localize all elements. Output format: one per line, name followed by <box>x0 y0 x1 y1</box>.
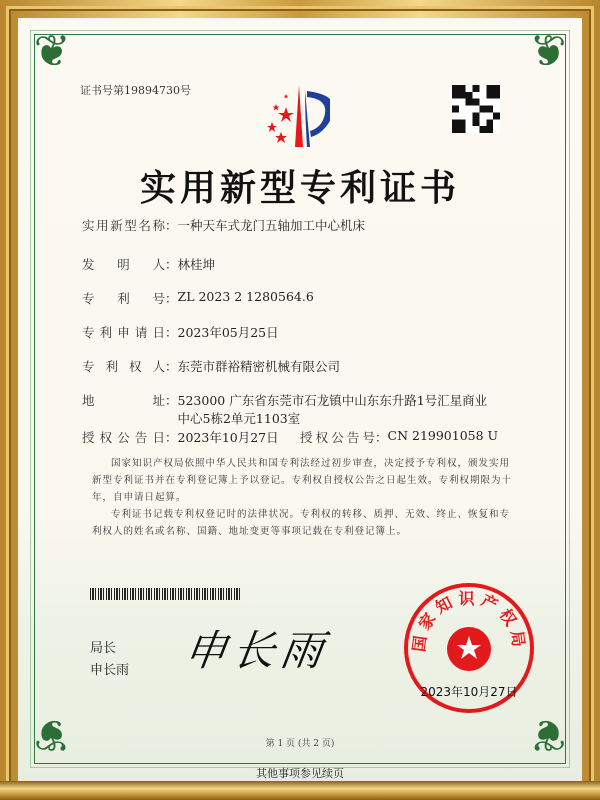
address-line-1: 523000 广东省东莞市石龙镇中山东东升路1号汇星商业 <box>177 393 488 408</box>
barcode <box>90 588 240 600</box>
official-seal <box>404 583 534 713</box>
separator: ： <box>375 430 388 445</box>
field-announcement-number <box>300 428 498 446</box>
field-value: 林桂坤 <box>177 257 216 272</box>
signatory-title: 局长 <box>90 641 117 656</box>
gold-frame-bottom <box>0 781 600 800</box>
field-label: 实用新型名称 <box>82 218 165 233</box>
field-value <box>178 391 488 427</box>
field-label: 专利号 <box>82 291 165 306</box>
field-label: 发明人 <box>82 257 165 272</box>
ornament-icon: ❦ <box>529 709 567 760</box>
field-label: 授权公告号 <box>300 430 375 445</box>
field-patentee <box>82 357 340 375</box>
field-value: 东莞市群裕精密机械有限公司 <box>177 359 341 374</box>
legal-status-statement: 专利证书记载专利权登记时的法律状况。专利权的转移、质押、无效、终止、恢复和专利权人的姓名或名称、国籍、地址变更等事项记载在专利登记簿上。 <box>92 509 511 537</box>
certificate-number: 证书号第19894730号 <box>80 84 191 97</box>
field-value: CN 219901058 U <box>387 428 499 443</box>
field-value: ZL 2023 2 1280564.6 <box>177 289 314 304</box>
ornament-icon: ❦ <box>33 709 71 760</box>
separator: ： <box>165 393 178 408</box>
field-value: 一种天车式龙门五轴加工中心机床 <box>177 218 366 233</box>
field-utility-model-name <box>82 216 365 234</box>
field-label: 专利申请日 <box>82 325 165 340</box>
qr-code-icon[interactable] <box>452 85 500 133</box>
field-application-date <box>82 323 279 341</box>
signature: 申长雨 <box>181 626 333 675</box>
grant-statement: 国家知识产权局依照中华人民共和国专利法经过初步审查，决定授予专利权，颁发实用新型专利证书并在专利登记簿上予以登记。专利权自授权公告之日起生效。专利权期限为十年，自申请日起算。 <box>92 458 513 503</box>
separator: ： <box>165 325 178 340</box>
page-title: 实用新型专利证书 <box>139 168 460 209</box>
separator: ： <box>165 291 178 306</box>
seal-text: 国家知识产权局 <box>409 588 529 653</box>
field-value: 2023年10月27日 <box>177 430 279 445</box>
field-inventor <box>82 255 215 273</box>
separator: ： <box>165 430 178 445</box>
field-address <box>82 391 487 427</box>
field-label: 授权公告日 <box>82 430 165 445</box>
field-label: 地址 <box>82 393 165 408</box>
separator: ： <box>165 359 178 374</box>
cnipa-logo-icon <box>255 85 330 150</box>
signatory-name: 申长雨 <box>90 663 130 678</box>
seal-date: 2023年10月27日 <box>420 685 518 699</box>
page-indicator: 第 1 页 (共 2 页) <box>265 739 335 749</box>
field-patent-number <box>82 289 314 307</box>
ornament-icon: ❦ <box>529 26 567 77</box>
field-value: 2023年05月25日 <box>177 325 279 340</box>
separator: ： <box>165 257 178 272</box>
ornament-icon: ❦ <box>33 26 71 77</box>
field-label: 专利权人 <box>82 359 165 374</box>
separator: ： <box>165 218 178 233</box>
footer-note: 其他事项参见续页 <box>256 767 344 780</box>
national-emblem-icon <box>447 627 491 671</box>
address-line-2: 中心5栋2单元1103室 <box>177 411 301 426</box>
field-grant-date <box>82 428 279 446</box>
